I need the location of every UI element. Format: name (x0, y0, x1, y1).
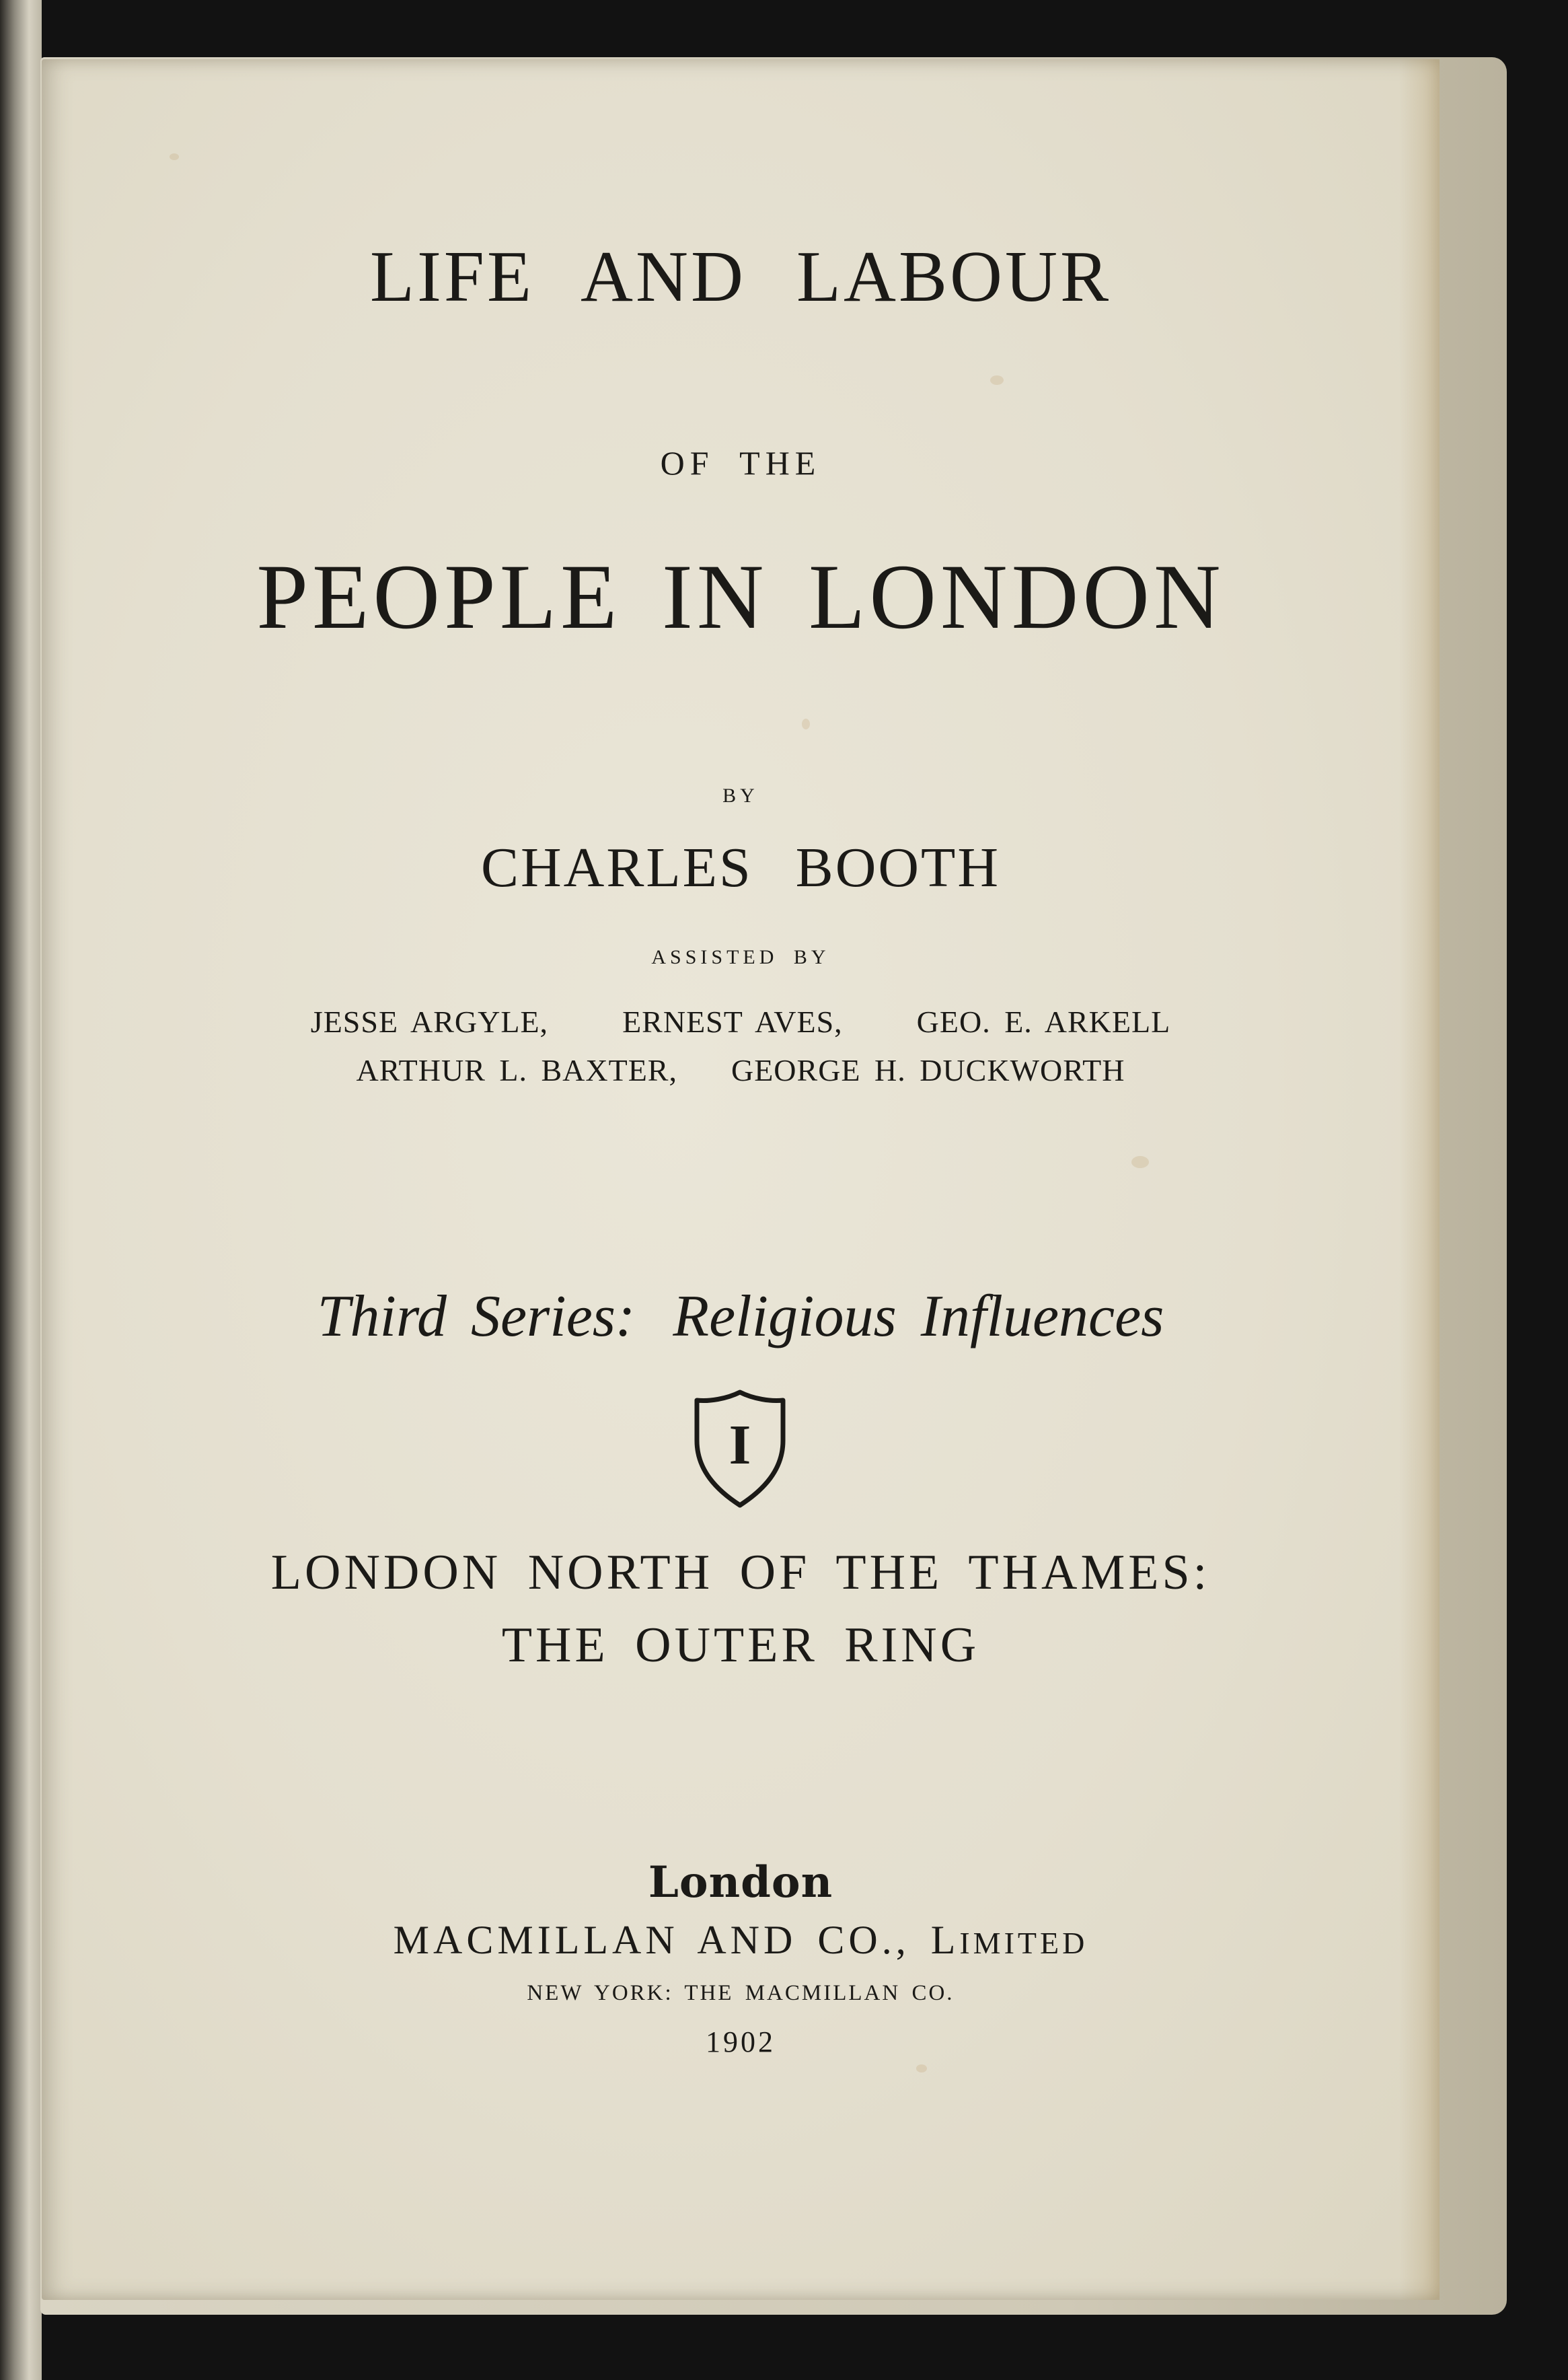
publisher-name: MACMILLAN AND CO., (393, 1918, 910, 1962)
paper-foxing-spot (916, 2064, 927, 2072)
series-line (42, 1284, 1440, 1349)
assistant-name: GEO. E. ARKELL (916, 1005, 1171, 1039)
book-spine (0, 0, 42, 2380)
title-page (42, 59, 1440, 2300)
publisher-limited-rest: IMITED (959, 1926, 1088, 1960)
assistant-name: ARTHUR L. BAXTER, (356, 1053, 677, 1087)
subtitle-line-1: LONDON NORTH OF THE THAMES: (270, 1545, 1211, 1600)
volume-numeral: I (729, 1414, 751, 1476)
title-line-2: OF THE (660, 444, 821, 482)
publisher-limited-initial: L (930, 1918, 960, 1962)
title-line-1: LIFE AND LABOUR (369, 237, 1112, 317)
by-label: BY (722, 785, 759, 807)
subtitle-line-2: THE OUTER RING (501, 1618, 980, 1673)
assisted-by-label: ASSISTED BY (651, 946, 830, 968)
assistant-name: GEORGE H. DUCKWORTH (731, 1053, 1125, 1087)
assistants-row-2 (42, 1055, 1440, 1086)
paper-foxing-spot (170, 153, 179, 160)
assistants-row-1 (42, 1007, 1440, 1038)
publisher-line (42, 1920, 1440, 1960)
paper-foxing-spot (990, 375, 1004, 385)
assistant-name: JESSE ARGYLE, (310, 1005, 549, 1039)
volume-shield-icon (692, 1388, 788, 1509)
publication-year: 1902 (706, 2025, 776, 2058)
paper-foxing-spot (1131, 1156, 1149, 1168)
series-label: Third Series: (317, 1284, 636, 1349)
us-imprint: NEW YORK: THE MACMILLAN CO. (527, 1981, 955, 2005)
assistant-name: ERNEST AVES, (622, 1005, 843, 1039)
paper-foxing-spot (802, 719, 810, 729)
shield-icon (692, 1388, 788, 1509)
series-title: Religious Influences (673, 1284, 1164, 1349)
page-foxed-edge (1399, 59, 1440, 2300)
title-line-3: PEOPLE IN LONDON (256, 545, 1225, 648)
author-name: CHARLES BOOTH (480, 836, 1001, 899)
imprint-place: London (648, 1857, 833, 1908)
